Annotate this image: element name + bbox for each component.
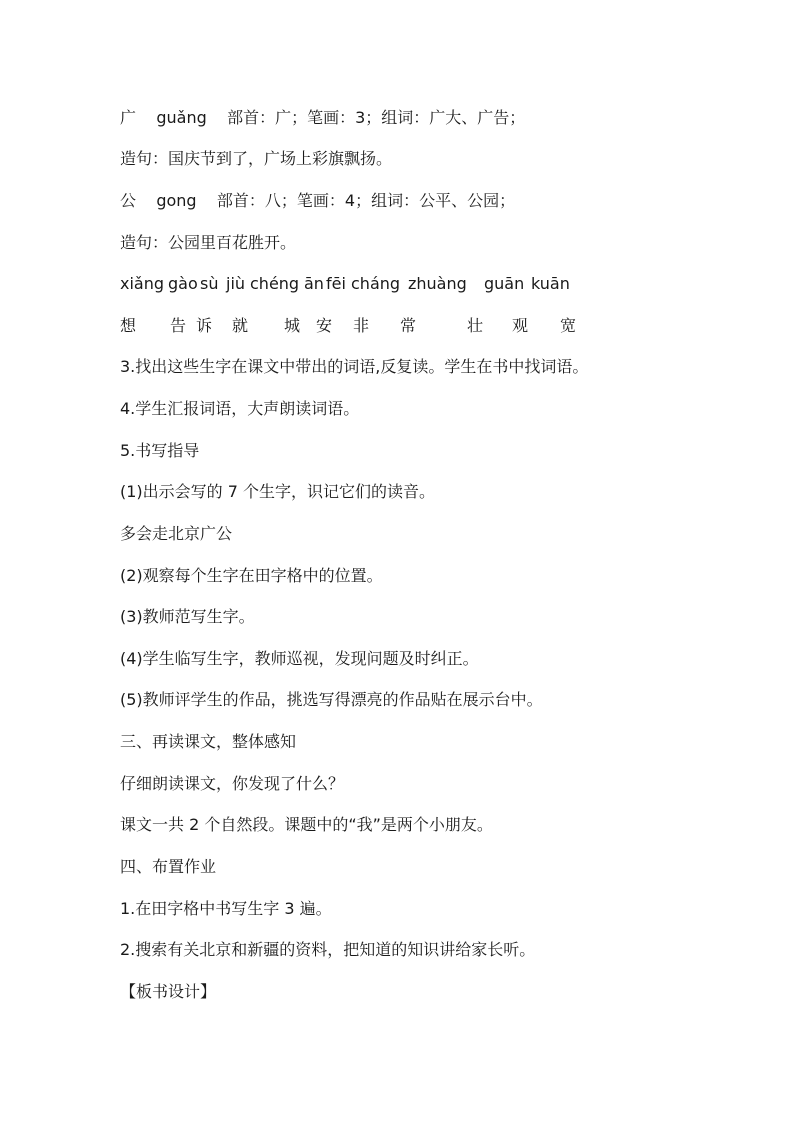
- pinyin: jiù: [226, 274, 246, 293]
- example-sentence-guang: 造句：国庆节到了，广场上彩旗飘扬。: [120, 149, 393, 168]
- hanzi: 安: [316, 316, 333, 335]
- hanzi: 非: [353, 316, 370, 335]
- pinyin: ān: [304, 274, 324, 293]
- example-sentence-gong: 造句：公园里百花胜开。: [120, 233, 297, 252]
- substep-4: (4)学生临写生字，教师巡视，发现问题及时纠正。: [120, 649, 479, 668]
- hanzi: 宽: [560, 316, 577, 335]
- character-entry-guang: 广 guǎng 部首：广；笔画：3；组词：广大、广告；: [120, 108, 526, 127]
- hanzi: 观: [512, 316, 529, 335]
- pinyin: xiǎng: [120, 274, 165, 293]
- pinyin: zhuàng: [408, 274, 467, 293]
- step-4-report-words: 4.学生汇报词语，大声朗读词语。: [120, 399, 360, 418]
- character-entry-gong: 公 gong 部首：八；笔画：4；组词：公平、公园；: [120, 191, 516, 210]
- pinyin-row: [120, 274, 680, 294]
- pinyin: cháng: [351, 274, 401, 293]
- section-heading-3: 三、再读课文，整体感知: [120, 732, 297, 751]
- hanzi: 常: [400, 316, 417, 335]
- characters-to-write: 多会走北京广公: [120, 524, 233, 543]
- hanzi: 壮: [467, 316, 484, 335]
- pinyin: fēi: [326, 274, 346, 293]
- section-heading-4: 四、布置作业: [120, 857, 217, 876]
- hanzi: 城: [284, 316, 301, 335]
- pinyin: gào: [168, 274, 198, 293]
- question-line: 仔细朗读课文，你发现了什么？: [120, 774, 345, 793]
- substep-1: (1)出示会写的 7 个生字，识记它们的读音。: [120, 482, 436, 501]
- substep-5: (5)教师评学生的作品，挑选写得漂亮的作品贴在展示台中。: [120, 690, 543, 709]
- board-design-heading: 【板书设计】: [120, 982, 217, 1001]
- step-3-find-words: 3.找出这些生字在课文中带出的词语,反复读。学生在书中找词语。: [120, 357, 589, 376]
- pinyin: kuān: [531, 274, 570, 293]
- pinyin: chéng: [250, 274, 300, 293]
- hanzi: 告: [170, 316, 187, 335]
- substep-3: (3)教师范写生字。: [120, 607, 255, 626]
- substep-2: (2)观察每个生字在田字格中的位置。: [120, 566, 383, 585]
- hanzi: 就: [232, 316, 249, 335]
- answer-line: 课文一共 2 个自然段。课题中的“我”是两个小朋友。: [120, 815, 493, 834]
- homework-1: 1.在田字格中书写生字 3 遍。: [120, 899, 332, 918]
- step-5-writing-guidance: 5.书写指导: [120, 441, 200, 460]
- hanzi-row: [120, 316, 680, 336]
- pinyin: sù: [200, 274, 219, 293]
- hanzi: 诉: [196, 316, 213, 335]
- pinyin: guān: [484, 274, 525, 293]
- homework-2: 2.搜索有关北京和新疆的资料，把知道的知识讲给家长听。: [120, 940, 536, 959]
- hanzi: 想: [120, 316, 137, 335]
